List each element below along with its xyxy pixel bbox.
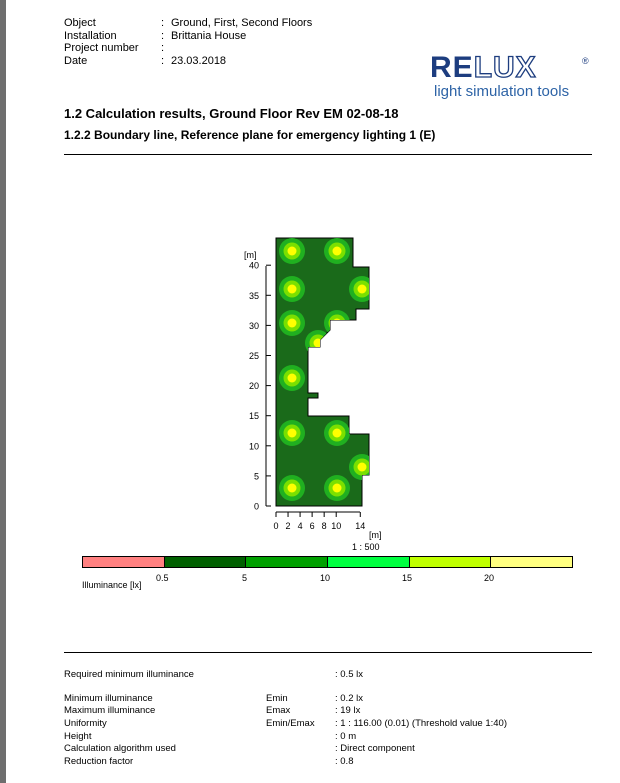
illuminance-spot xyxy=(288,374,297,383)
x-tick-label: 8 xyxy=(321,521,327,531)
illuminance-spot xyxy=(333,319,342,328)
y-tick-label: 10 xyxy=(248,441,259,452)
section-subtitle: 1.2.2 Boundary line, Reference plane for emergency lighting 1 (E) xyxy=(64,128,436,142)
x-tick-label: 4 xyxy=(297,521,303,531)
logo-wordmark: RELUX xyxy=(430,51,537,84)
illuminance-spot xyxy=(358,285,367,294)
scale-tick-label: 5 xyxy=(242,573,248,583)
illuminance-spot xyxy=(288,429,297,438)
illuminance-spot xyxy=(288,319,297,328)
x-tick-label: 2 xyxy=(285,521,291,531)
result-value: : 1 : 116.00 (0.01) (Threshold value 1:40) xyxy=(335,718,507,729)
result-value: : 0.2 lx xyxy=(335,693,363,704)
result-label: Reduction factor xyxy=(64,756,134,767)
illuminance-spot xyxy=(333,429,342,438)
y-tick-label: 0 xyxy=(253,501,259,512)
header-label-installation: Installation xyxy=(64,29,117,42)
x-axis-unit: [m] xyxy=(369,530,382,540)
x-axis xyxy=(273,512,381,552)
header-colons: : : : : xyxy=(161,17,165,67)
scale-tick-label: 15 xyxy=(402,573,413,583)
result-value: : 0 m xyxy=(335,731,357,742)
y-tick-label: 25 xyxy=(248,351,259,361)
header-label-date: Date xyxy=(64,54,88,67)
scale-tick-label: 20 xyxy=(484,573,495,583)
result-value: : 0.8 xyxy=(335,756,354,767)
result-value: : 0.5 lx xyxy=(335,669,363,680)
x-tick-label: 0 xyxy=(273,521,279,531)
y-axis xyxy=(244,250,271,512)
result-label: Calculation algorithm used xyxy=(64,743,176,754)
illuminance-spot xyxy=(333,247,342,256)
y-tick-label: 5 xyxy=(253,471,259,482)
y-tick-label: 30 xyxy=(248,320,259,331)
result-label: Uniformity xyxy=(64,718,107,729)
header-label-project-number: Project number xyxy=(64,42,139,54)
section-title: 1.2 Calculation results, Ground Floor Rev EM 02-08-18 xyxy=(64,106,399,121)
header-value-installation: Brittania House xyxy=(171,29,247,42)
result-symbol: Emin xyxy=(266,693,288,704)
result-label: Minimum illuminance xyxy=(64,693,153,704)
logo-registered-mark: ® xyxy=(582,56,589,66)
y-tick-label: 35 xyxy=(248,290,259,301)
result-label: Required minimum illuminance xyxy=(64,669,194,680)
result-symbol: Emin/Emax xyxy=(266,718,315,729)
scale-title: Illuminance [lx] xyxy=(82,580,142,590)
floor-plan xyxy=(276,238,375,506)
x-tick-label: 10 xyxy=(331,521,342,531)
result-symbol: Emax xyxy=(266,705,291,716)
logo-tagline: light simulation tools xyxy=(434,83,570,100)
y-tick-label: 20 xyxy=(248,381,259,392)
illuminance-spot xyxy=(324,310,350,336)
illuminance-spot xyxy=(333,484,342,493)
scale-ratio: 1 : 500 xyxy=(352,542,380,552)
scale-tick-label: 10 xyxy=(320,573,331,583)
header-value-object: Ground, First, Second Floors xyxy=(171,17,313,29)
illuminance-spot xyxy=(288,484,297,493)
scale-tick-label: 0.5 xyxy=(156,573,169,583)
result-value: : Direct component xyxy=(335,743,415,754)
illuminance-spot xyxy=(358,463,367,472)
y-tick-label: 40 xyxy=(248,260,259,271)
x-tick-label: 6 xyxy=(309,521,315,531)
illuminance-spot xyxy=(314,339,323,348)
illuminance-spot xyxy=(329,315,346,332)
y-tick-label: 15 xyxy=(248,411,259,422)
y-axis-unit: [m] xyxy=(244,250,257,260)
result-label: Height xyxy=(64,731,92,742)
header-label-object: Object xyxy=(64,17,96,29)
result-label: Maximum illuminance xyxy=(64,705,156,716)
result-value: : 19 lx xyxy=(335,705,361,716)
header-value-date: 23.03.2018 xyxy=(171,54,227,67)
illuminance-spot xyxy=(288,247,297,256)
illuminance-spot xyxy=(288,285,297,294)
x-tick-label: 14 xyxy=(355,521,366,531)
